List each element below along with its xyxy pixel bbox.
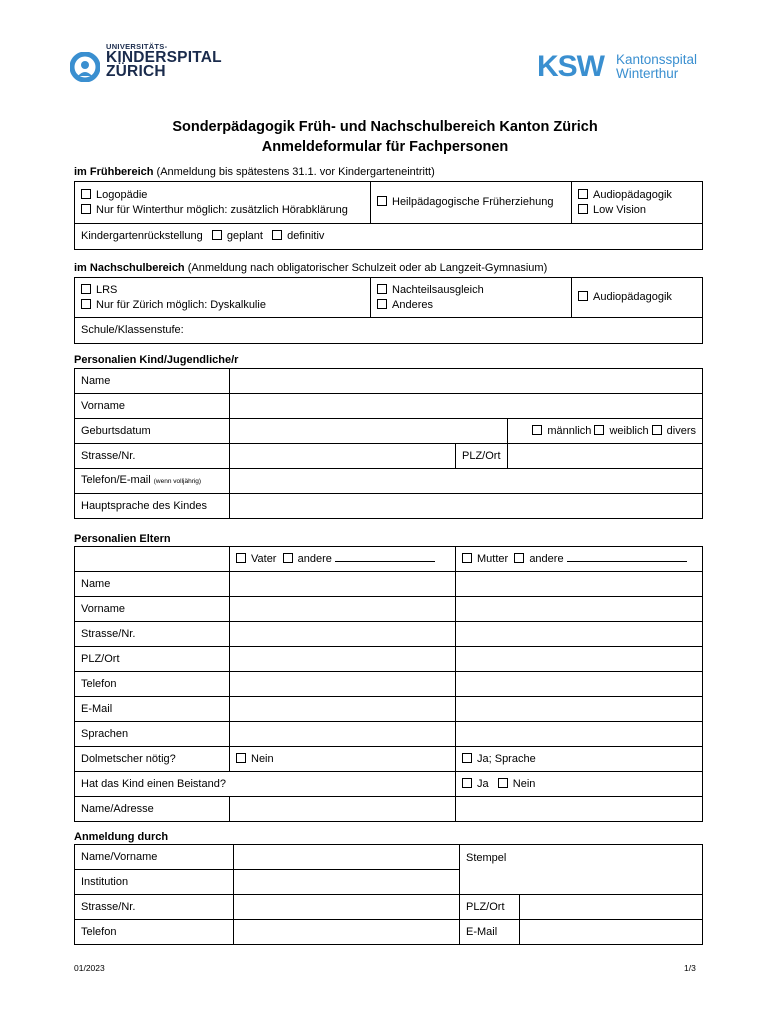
checkbox-icon — [462, 753, 472, 763]
eltern-row-label: Vorname — [75, 597, 230, 622]
kind-table — [74, 368, 703, 519]
eltern-input[interactable] — [230, 722, 456, 747]
title-line1: Sonderpädagogik Früh- und Nachschulbereich Kanton Zürich — [172, 119, 598, 135]
gender-m[interactable]: männlich — [532, 425, 591, 437]
eltern-input[interactable] — [230, 647, 456, 672]
footer-date: 01/2023 — [74, 963, 105, 973]
eltern-input[interactable] — [230, 697, 456, 722]
opt-anderes[interactable]: Anderes — [377, 298, 565, 313]
kind-telefon-label: Telefon/E-mail (wenn volljährig) — [75, 469, 230, 494]
dolm-nein[interactable]: Nein — [230, 747, 456, 772]
eltern-input[interactable] — [456, 572, 703, 597]
checkbox-icon — [514, 553, 524, 563]
ksw-mark: KSW — [537, 50, 604, 83]
anm-telefon-label: Telefon — [75, 920, 234, 945]
nach-col1 — [75, 278, 371, 318]
page-title — [0, 117, 770, 157]
stempel-field[interactable]: Stempel — [460, 845, 703, 895]
gender-w[interactable]: weiblich — [594, 425, 648, 437]
eltern-row-label: E-Mail — [75, 697, 230, 722]
school-field[interactable]: Schule/Klassenstufe: — [75, 318, 703, 344]
kind-vorname-label: Vorname — [75, 394, 230, 419]
ksw-line2: Winterthur — [616, 66, 679, 81]
kg-definitiv[interactable]: definitiv — [272, 230, 324, 242]
kind-sprache-label: Hauptsprache des Kindes — [75, 494, 230, 519]
checkbox-icon — [462, 778, 472, 788]
anm-name-input[interactable] — [234, 845, 460, 870]
eltern-input[interactable] — [230, 572, 456, 597]
kg-label: Kindergartenrückstellung — [81, 230, 203, 242]
eltern-input[interactable] — [456, 597, 703, 622]
kind-strasse-input[interactable] — [230, 444, 456, 469]
anm-telefon-input[interactable] — [234, 920, 460, 945]
opt-audio-frueh[interactable]: Audiopädagogik — [578, 188, 696, 203]
kinderspital-logo — [70, 42, 222, 87]
opt-dyskalkulie[interactable]: Nur für Zürich möglich: Dyskalkulie — [81, 298, 364, 313]
opt-logopaedie[interactable]: Logopädie — [81, 188, 364, 203]
eltern-input[interactable] — [456, 622, 703, 647]
opt-audio-nach[interactable]: Audiopädagogik — [578, 290, 696, 305]
eltern-input[interactable] — [230, 597, 456, 622]
checkbox-icon — [462, 553, 472, 563]
anmeldung-table — [74, 844, 703, 945]
nach-col2 — [371, 278, 572, 318]
opt-vater[interactable]: Vater — [236, 553, 276, 565]
eltern-input[interactable] — [456, 722, 703, 747]
ksw-line1: Kantonsspital — [616, 52, 698, 67]
kind-vorname-input[interactable] — [230, 394, 703, 419]
opt-andere1[interactable]: andere — [283, 553, 435, 565]
ksw-logo — [537, 52, 707, 82]
opt-andere2[interactable]: andere — [514, 553, 686, 565]
checkbox-icon — [272, 230, 282, 240]
checkbox-icon — [81, 204, 91, 214]
kinderspital-line1: KINDERSPITAL — [106, 49, 222, 66]
frueh-table — [74, 181, 703, 250]
nach-heading: im Nachschulbereich (Anmeldung nach obligatorischer Schulzeit oder ab Langzeit-Gymnasium) — [74, 262, 548, 274]
vater-options — [230, 547, 456, 572]
kind-name-label: Name — [75, 369, 230, 394]
anm-name-label: Name/Vorname — [75, 845, 234, 870]
kinderspital-icon — [70, 52, 100, 82]
beistand-label: Hat das Kind einen Beistand? — [75, 772, 456, 797]
anm-institution-input[interactable] — [234, 870, 460, 895]
eltern-input[interactable] — [230, 622, 456, 647]
anm-email-input[interactable] — [520, 920, 703, 945]
anm-institution-label: Institution — [75, 870, 234, 895]
checkbox-icon — [578, 204, 588, 214]
kind-strasse-label: Strasse/Nr. — [75, 444, 230, 469]
eltern-row-label: Strasse/Nr. — [75, 622, 230, 647]
kind-name-input[interactable] — [230, 369, 703, 394]
adresse-input[interactable] — [230, 797, 456, 822]
beistand-ja[interactable]: Ja — [462, 778, 489, 790]
eltern-input[interactable] — [230, 672, 456, 697]
eltern-table — [74, 546, 703, 822]
checkbox-icon — [377, 299, 387, 309]
checkbox-icon — [81, 189, 91, 199]
anm-strasse-input[interactable] — [234, 895, 460, 920]
anm-email-label: E-Mail — [460, 920, 520, 945]
eltern-corner — [75, 547, 230, 572]
kg-geplant[interactable]: geplant — [212, 230, 263, 242]
gender-d[interactable]: divers — [652, 425, 696, 437]
anmeldung-heading: Anmeldung durch — [74, 831, 169, 843]
anm-plz-label: PLZ/Ort — [460, 895, 520, 920]
eltern-input[interactable] — [456, 672, 703, 697]
kind-telefon-input[interactable] — [230, 469, 703, 494]
beistand-nein[interactable]: Nein — [498, 778, 536, 790]
dolm-ja[interactable]: Ja; Sprache — [456, 747, 703, 772]
checkbox-icon — [236, 753, 246, 763]
eltern-heading: Personalien Eltern — [74, 533, 171, 545]
anm-strasse-label: Strasse/Nr. — [75, 895, 234, 920]
opt-hoerabklaerung[interactable]: Nur für Winterthur möglich: zusätzlich Hörabklärung — [81, 203, 364, 218]
checkbox-icon — [377, 284, 387, 294]
frueh-heading: im Frühbereich (Anmeldung bis spätestens 31.1. vor Kindergarteneintritt) — [74, 166, 435, 178]
kind-geburt-label: Geburtsdatum — [75, 419, 230, 444]
ksw-name — [616, 53, 697, 81]
checkbox-icon — [578, 291, 588, 301]
nach-table — [74, 277, 703, 344]
checkbox-icon — [578, 189, 588, 199]
eltern-row-label: Name — [75, 572, 230, 597]
mutter-options — [456, 547, 703, 572]
kg-row — [75, 224, 703, 250]
checkbox-icon — [594, 425, 604, 435]
opt-lowvision[interactable]: Low Vision — [578, 203, 696, 218]
checkbox-icon — [532, 425, 542, 435]
eltern-input[interactable] — [456, 647, 703, 672]
checkbox-icon — [652, 425, 662, 435]
eltern-input[interactable] — [456, 697, 703, 722]
kind-sprache-input[interactable] — [230, 494, 703, 519]
checkbox-icon — [236, 553, 246, 563]
opt-mutter[interactable]: Mutter — [462, 553, 508, 565]
dolm-label: Dolmetscher nötig? — [75, 747, 230, 772]
frueh-col1 — [75, 182, 371, 224]
adresse-label: Name/Adresse — [75, 797, 230, 822]
checkbox-icon — [283, 553, 293, 563]
checkbox-icon — [498, 778, 508, 788]
kinderspital-top-text: UNIVERSITÄTS- — [106, 42, 168, 51]
nach-col3 — [572, 278, 703, 318]
frueh-col2 — [371, 182, 572, 224]
kinderspital-name — [106, 51, 222, 79]
checkbox-icon — [81, 299, 91, 309]
beistand-options — [456, 772, 703, 797]
eltern-row-label: Telefon — [75, 672, 230, 697]
kind-heading: Personalien Kind/Jugendliche/r — [74, 354, 239, 366]
checkbox-icon — [377, 196, 387, 206]
adresse-input[interactable] — [456, 797, 703, 822]
gender-options — [508, 419, 703, 444]
opt-nachteil[interactable]: Nachteilsausgleich — [377, 283, 565, 298]
opt-lrs[interactable]: LRS — [81, 283, 364, 298]
anm-plz-input[interactable] — [520, 895, 703, 920]
kind-geburt-input[interactable] — [230, 419, 508, 444]
frueh-col3 — [572, 182, 703, 224]
kind-plz-input[interactable] — [508, 444, 703, 469]
eltern-row-label: PLZ/Ort — [75, 647, 230, 672]
footer-page: 1/3 — [684, 963, 696, 973]
title-line2: Anmeldeformular für Fachpersonen — [261, 139, 509, 155]
kind-plz-label: PLZ/Ort — [456, 444, 508, 469]
kinderspital-line2: ZÜRICH — [106, 63, 166, 80]
opt-hfe[interactable]: Heilpädagogische Früherziehung — [377, 195, 565, 210]
checkbox-icon — [212, 230, 222, 240]
checkbox-icon — [81, 284, 91, 294]
eltern-row-label: Sprachen — [75, 722, 230, 747]
